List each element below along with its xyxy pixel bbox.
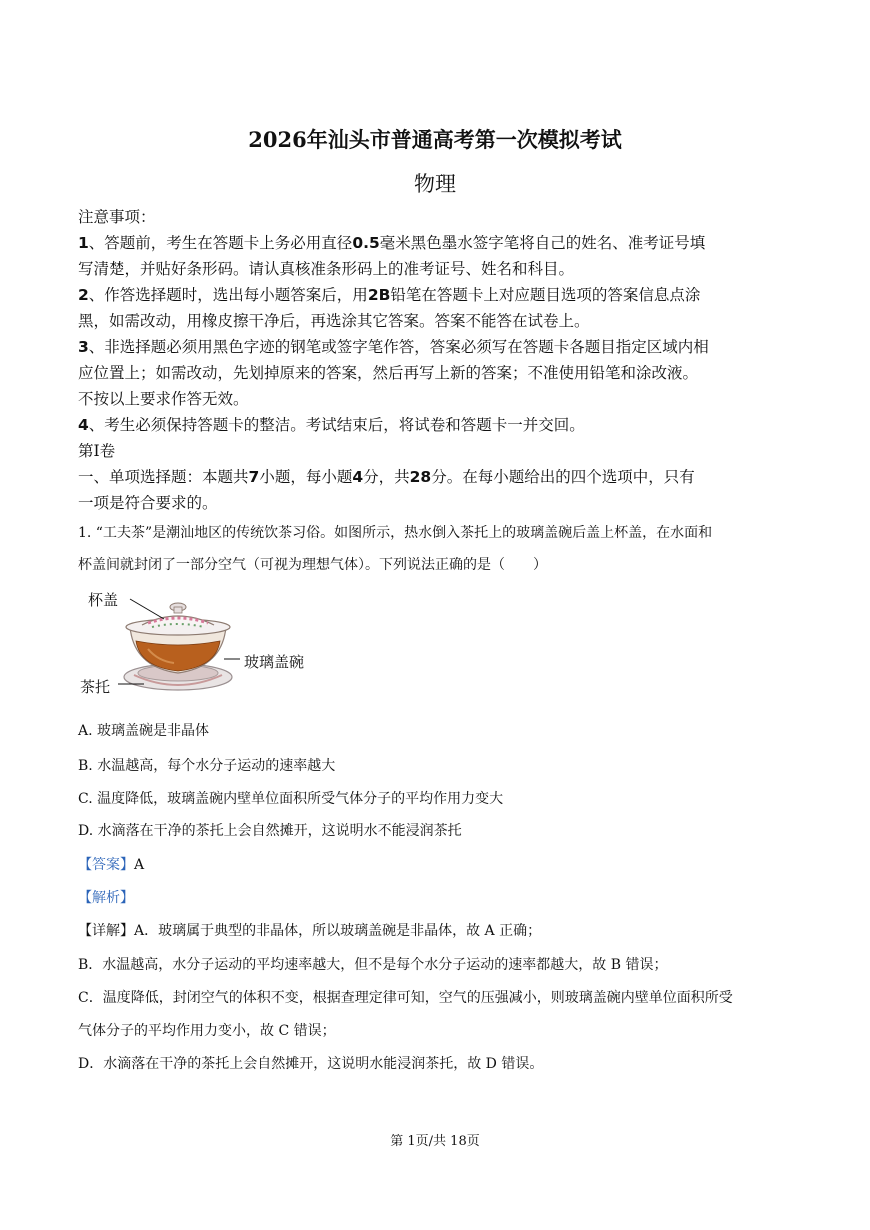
detail-line-1: 【详解】A．玻璃属于典型的非晶体，所以玻璃盖碗是非晶体，故 A 正确； [78,923,542,939]
analysis-tag: 【解析】 [78,890,134,906]
page-footer: 第 1页/共 18页 [390,1134,480,1149]
notice-item-4: 4、考生必须保持答题卡的整洁。考试结束后，将试卷和答题卡一并交回。 [78,416,585,434]
notice-num-3: 3 [78,338,89,356]
exam-title: 2026年汕头市普通高考第一次模拟考试 [248,127,622,152]
detail-line-5: D．水滴落在干净的茶托上会自然摊开，这说明水能浸润茶托，故 D 错误。 [78,1056,544,1072]
detail-line-3: C．温度降低，封闭空气的体积不变，根据查理定律可知，空气的压强减小，则玻璃盖碗内壁单位面积所受 [78,990,733,1006]
option-a: A. 玻璃盖碗是非晶体 [78,723,210,739]
answer-tag: 【答案】 [78,857,134,873]
answer-value: A [134,857,145,873]
notice-item-3: 3、非选择题必须用黑色字迹的钢笔或签字笔作答，答案必须写在答题卡各题目指定区域内相 应位置上；如需改动，先划掉原来的答案，然后再写上新的答案；不准使用铅笔和涂改液。 不按以上要求作答无效。 [78,338,709,408]
notice-item-1: 1、答题前，考生在答题卡上务必用直径0.5毫米黑色墨水签字笔将自己的姓名、准考证号填 写清楚，并贴好条形码。请认真核准条形码上的准考证号、姓名和科目。 [78,234,706,278]
detail-line-4: 气体分子的平均作用力变小，故 C 错误； [78,1023,336,1039]
section-heading: 一、单项选择题：本题共7小题，每小题4分，共28分。在每小题给出的四个选项中，只有 一项是符合要求的。 [78,468,695,512]
figure-label-saucer: 茶托 [80,678,111,696]
option-b: B. 水温越高，每个水分子运动的速率越大 [78,758,336,774]
figure-label-bowl: 玻璃盖碗 [244,653,305,671]
question-1-stem-line-1: 1. “工夫茶”是潮汕地区的传统饮茶习俗。如图所示，热水倒入茶托上的玻璃盖碗后盖上杯盖，在水面和 [78,525,713,541]
notice-num-2: 2 [78,286,89,304]
option-d: D. 水滴落在干净的茶托上会自然摊开，这说明水不能浸润茶托 [78,823,462,839]
question-1-stem-line-2: 杯盖间就封闭了一部分空气（可视为理想气体）。下列说法正确的是（ ） [78,557,547,573]
notice-heading: 注意事项： [78,208,156,226]
notice-num-1: 1 [78,234,89,252]
analysis-line [78,887,798,909]
detail-line-2: B．水温越高，水分子运动的平均速率越大，但不是每个水分子运动的速率都越大，故 B 错误； [78,957,668,973]
notice-num-4: 4 [78,416,89,434]
notice-item-2: 2、作答选择题时，选出每小题答案后，用2B铅笔在答题卡上对应题目选项的答案信息点涂 黑，如需改动，用橡皮擦干净后，再选涂其它答案。答案不能答在试卷上。 [78,286,701,330]
option-c: C. 温度降低，玻璃盖碗内壁单位面积所受气体分子的平均作用力变大 [78,791,504,807]
exam-subject: 物理 [414,172,456,196]
figure-label-lid: 杯盖 [88,591,119,609]
volume-label: 第Ⅰ卷 [78,442,116,460]
answer-line [78,854,798,876]
